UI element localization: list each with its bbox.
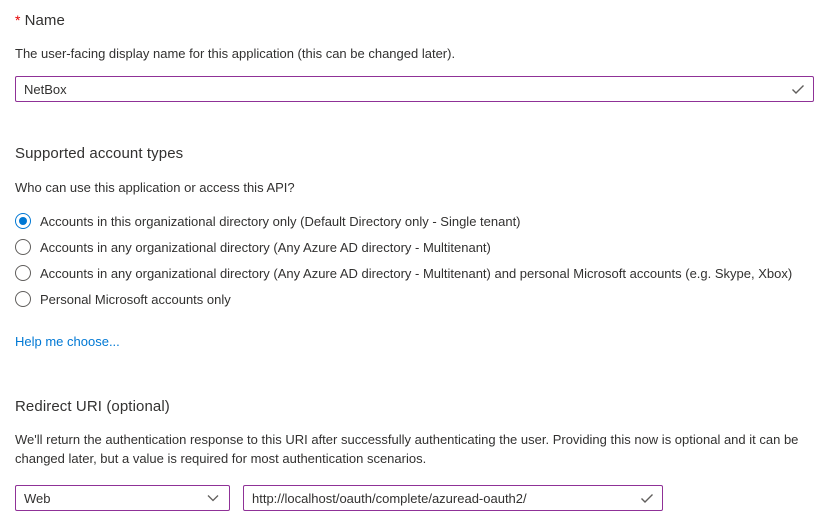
radio-option-single-tenant[interactable] [15,208,814,234]
name-description: The user-facing display name for this application (this can be changed later). [15,46,456,61]
name-section-heading [15,12,814,29]
name-label: Name [24,12,65,29]
account-types-section [15,145,814,351]
required-asterisk: * [15,12,21,28]
radio-button-icon[interactable] [15,265,31,281]
account-types-radio-group [15,208,814,312]
radio-option-label: Accounts in any organizational directory (Any Azure AD directory - Multitenant) [40,239,491,255]
redirect-uri-input[interactable] [243,485,663,511]
radio-option-multitenant[interactable] [15,234,814,260]
platform-selected-value: Web [24,490,51,506]
redirect-uri-section [15,398,814,511]
name-input[interactable] [15,76,814,102]
account-types-heading: Supported account types [15,145,184,162]
redirect-uri-row [15,485,814,511]
account-types-question: Who can use this application or access this API? [15,180,295,195]
radio-button-icon[interactable] [15,213,31,229]
radio-option-label: Accounts in this organizational directory only (Default Directory only - Single tenant) [40,213,521,229]
radio-button-icon[interactable] [15,239,31,255]
redirect-uri-field-wrap [243,485,663,511]
redirect-uri-description: We'll return the authentication response to this URI after successfully authenticating the user. Providing this now is optional and it can be changed later, but a value is required for most authentication scenarios. [15,432,799,466]
radio-option-multitenant-personal[interactable] [15,260,814,286]
help-me-choose-link[interactable]: Help me choose... [15,334,120,349]
radio-option-label: Accounts in any organizational directory (Any Azure AD directory - Multitenant) and personal Microsoft accounts (e.g. Skype, Xbox) [40,265,793,281]
redirect-uri-heading: Redirect URI (optional) [15,398,170,415]
radio-option-personal-only[interactable] [15,286,814,312]
radio-button-icon[interactable] [15,291,31,307]
radio-option-label: Personal Microsoft accounts only [40,291,231,307]
chevron-down-icon [206,491,220,505]
name-field-wrap [15,76,814,102]
platform-select[interactable] [15,485,230,511]
